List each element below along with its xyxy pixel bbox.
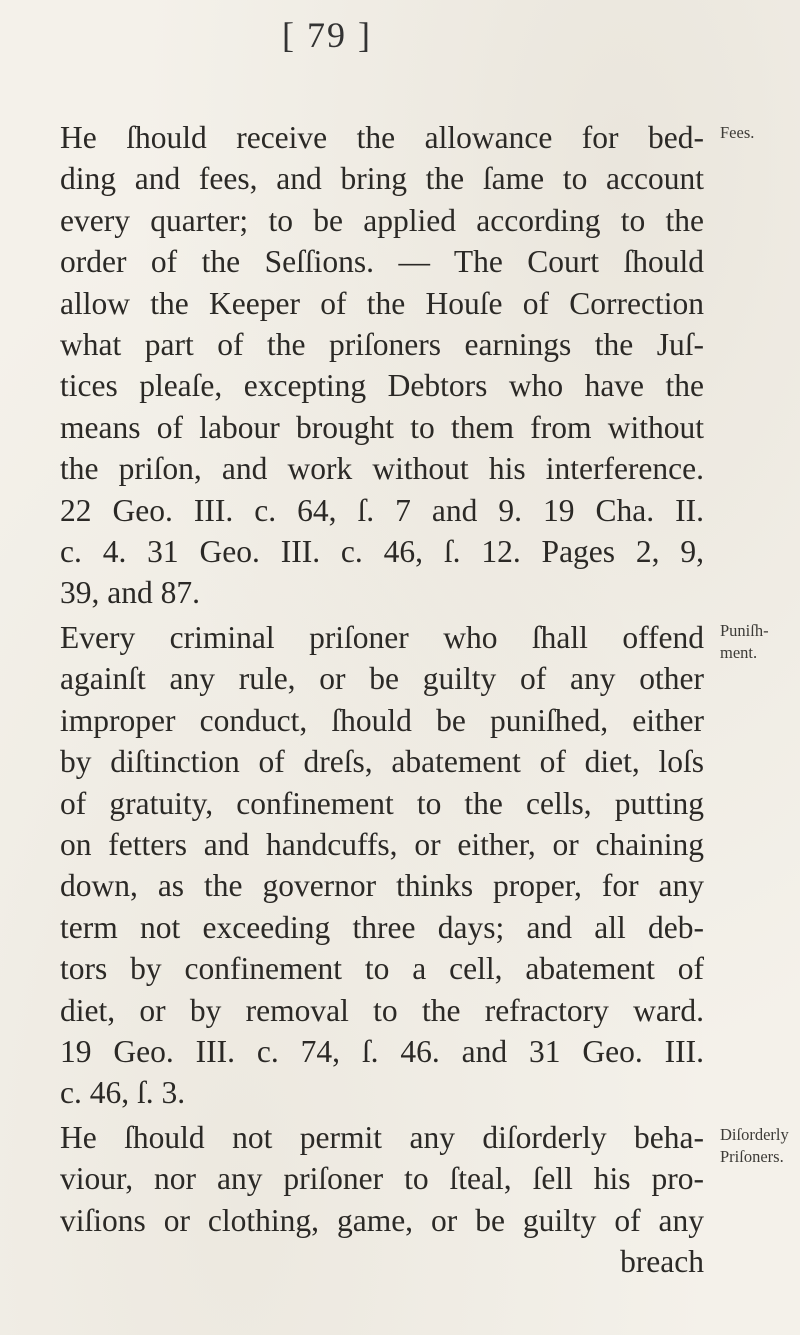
marginal-note-line: Fees.	[720, 123, 755, 142]
marginal-note-punishment	[720, 620, 798, 664]
text-line: down, as the governor thinks proper, for any	[60, 868, 704, 904]
paragraph-punishment	[60, 617, 704, 1114]
text-line: viſions or clothing, game, or be guilty of any	[60, 1202, 704, 1238]
text-line: improper conduct, ſhould be puniſhed, either	[60, 702, 704, 738]
text-line: the priſon, and work without his interference.	[60, 451, 704, 487]
paragraph-disorderly	[60, 1117, 704, 1283]
marginal-note-line: Diſorderly	[720, 1125, 789, 1144]
text-line: He ſhould receive the allowance for bed-	[60, 120, 704, 155]
text-line: of gratuity, confinement to the cells, putting	[60, 785, 704, 821]
paragraph-fees	[60, 117, 704, 614]
text-line: term not exceeding three days; and all deb-	[60, 909, 704, 945]
text-line: He ſhould not permit any diſorderly beha-	[60, 1120, 704, 1155]
text-line: by diſtinction of dreſs, abatement of diet, loſs	[60, 744, 704, 780]
text-line: Every criminal priſoner who ſhall offend	[60, 620, 704, 655]
text-line: 19 Geo. III. c. 74, ſ. 46. and 31 Geo. III.	[60, 1034, 704, 1070]
text-line: on fetters and handcuffs, or either, or chaining	[60, 827, 704, 863]
text-line: c. 4. 31 Geo. III. c. 46, ſ. 12. Pages 2, 9,	[60, 534, 704, 570]
marginal-note-line: ment.	[720, 643, 758, 662]
text-line: 39, and 87.	[60, 575, 200, 611]
text-line: what part of the priſoners earnings the Juſ-	[60, 327, 704, 363]
text-line: tors by confinement to a cell, abatement of	[60, 951, 704, 987]
marginal-note-line: Puniſh-	[720, 621, 769, 640]
catchword: breach	[620, 1244, 704, 1280]
text-line: allow the Keeper of the Houſe of Correction	[60, 285, 704, 321]
text-line: means of labour brought to them from without	[60, 409, 704, 445]
text-line: c. 46, ſ. 3.	[60, 1075, 186, 1111]
text-line: againſt any rule, or be guilty of any other	[60, 661, 704, 697]
text-line: ding and fees, and bring the ſame to account	[60, 161, 704, 197]
page-number: [ 79 ]	[282, 15, 372, 55]
text-line: tices pleaſe, excepting Debtors who have the	[60, 368, 704, 404]
text-line: order of the Seſſions. — The Court ſhould	[60, 244, 704, 280]
marginal-note-disorderly	[720, 1124, 798, 1168]
marginal-note-line: Priſoners.	[720, 1147, 784, 1166]
text-line: every quarter; to be applied according to the	[60, 202, 704, 238]
text-line: viour, nor any priſoner to ſteal, ſell his pro-	[60, 1161, 704, 1197]
text-line: diet, or by removal to the refractory ward.	[60, 992, 704, 1028]
marginal-note-fees	[720, 122, 798, 144]
text-line: 22 Geo. III. c. 64, ſ. 7 and 9. 19 Cha. II.	[60, 492, 704, 528]
